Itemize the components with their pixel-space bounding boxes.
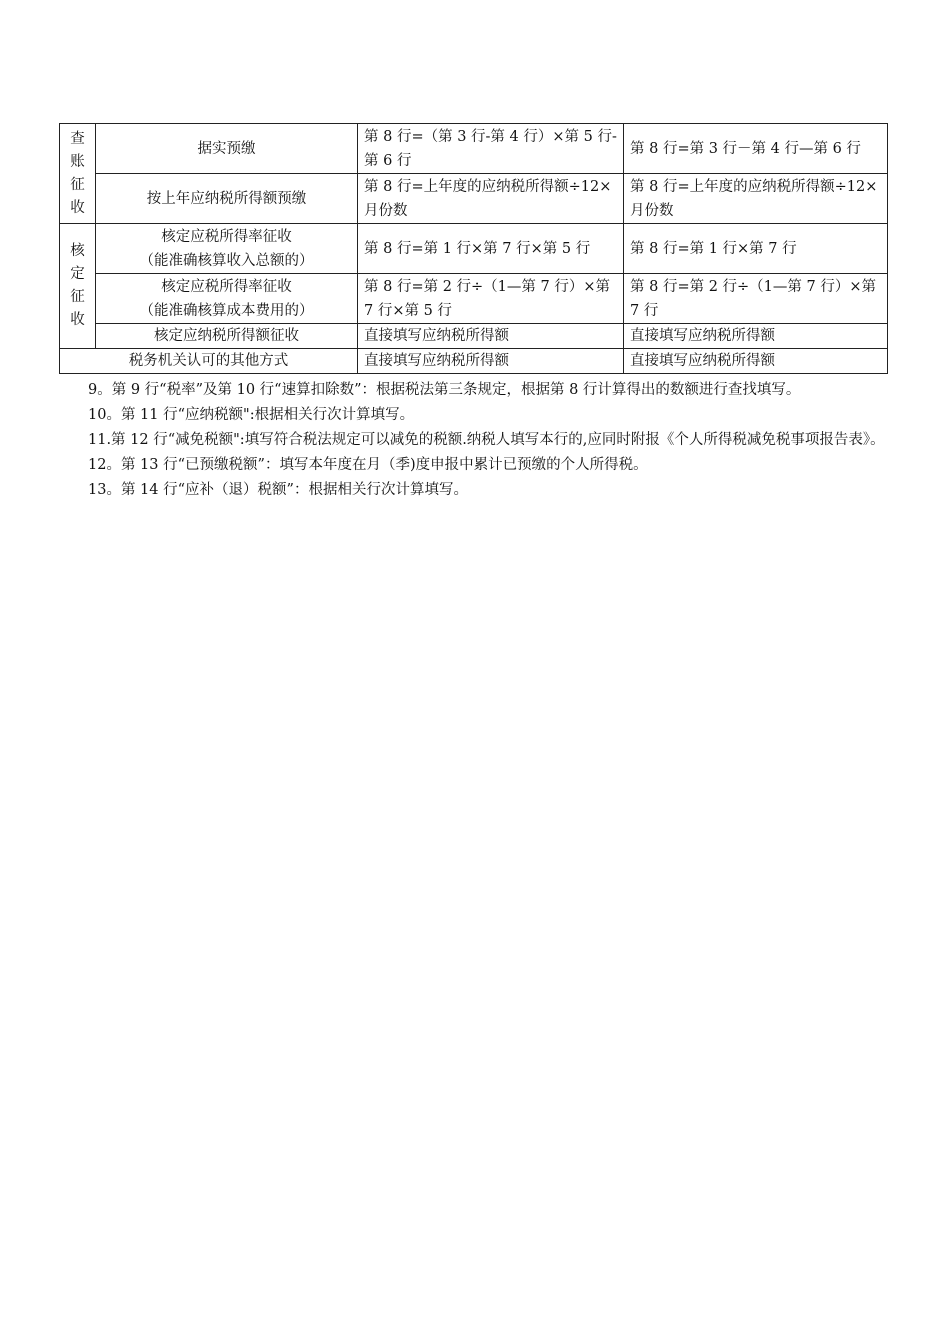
note-paragraph: 13。第 14 行“应补（退）税额”：根据相关行次计算填写。: [88, 482, 468, 498]
tax-calculation-table: [59, 123, 888, 374]
formula-cell-b: 第 8 行=第 1 行×第 7 行: [624, 224, 888, 274]
method-cell: 核定应税所得率征收 （能准确核算收入总额的）: [96, 224, 358, 274]
note-paragraph: 12。第 13 行“已预缴税额”：填写本年度在月（季)度申报中累计已预缴的个人所得税。: [88, 457, 648, 473]
note-paragraph: 10。第 11 行“应纳税额":根据相关行次计算填写。: [88, 407, 415, 423]
method-cell: 税务机关认可的其他方式: [60, 349, 358, 374]
table-row-other-method: [60, 349, 888, 374]
instruction-notes: [59, 378, 887, 503]
table-row-audit-prior-year: [60, 174, 888, 224]
note-paragraph: 9。第 9 行“税率”及第 10 行“速算扣除数”：根据税法第三条规定，根据第 8 行计算得出的数额进行查找填写。: [88, 382, 801, 398]
formula-cell-a: 第 8 行=上年度的应纳税所得额÷12×月份数: [358, 174, 624, 224]
note-paragraph: 11.第 12 行“减免税额":填写符合税法规定可以减免的税额.纳税人填写本行的,应同时附报《个人所得税减免税事项报告表》。: [88, 432, 885, 448]
formula-cell-b: 直接填写应纳税所得额: [624, 324, 888, 349]
formula-cell-b: 直接填写应纳税所得额: [624, 349, 888, 374]
formula-cell-b: 第 8 行=第 3 行－第 4 行—第 6 行: [624, 124, 888, 174]
category-audit-collection: 查 账 征 收: [60, 124, 96, 224]
formula-cell-a: 第 8 行=第 2 行÷（1—第 7 行）×第 7 行×第 5 行: [358, 274, 624, 324]
formula-cell-a: 第 8 行=（第 3 行-第 4 行）×第 5 行-第 6 行: [358, 124, 624, 174]
method-cell: 核定应纳税所得额征收: [96, 324, 358, 349]
formula-cell-b: 第 8 行=上年度的应纳税所得额÷12×月份数: [624, 174, 888, 224]
document-page: [59, 123, 887, 503]
table-row-audit-actual: [60, 124, 888, 174]
method-cell: 据实预缴: [96, 124, 358, 174]
table-row-assessed-revenue: [60, 224, 888, 274]
method-cell: 按上年应纳税所得额预缴: [96, 174, 358, 224]
category-assessed-collection: 核 定 征 收: [60, 224, 96, 349]
method-cell: 核定应税所得率征收 （能准确核算成本费用的）: [96, 274, 358, 324]
formula-cell-b: 第 8 行=第 2 行÷（1—第 7 行）×第 7 行: [624, 274, 888, 324]
formula-cell-a: 直接填写应纳税所得额: [358, 349, 624, 374]
table-row-assessed-cost: [60, 274, 888, 324]
formula-cell-a: 第 8 行=第 1 行×第 7 行×第 5 行: [358, 224, 624, 274]
table-row-assessed-taxable-income: [60, 324, 888, 349]
formula-cell-a: 直接填写应纳税所得额: [358, 324, 624, 349]
